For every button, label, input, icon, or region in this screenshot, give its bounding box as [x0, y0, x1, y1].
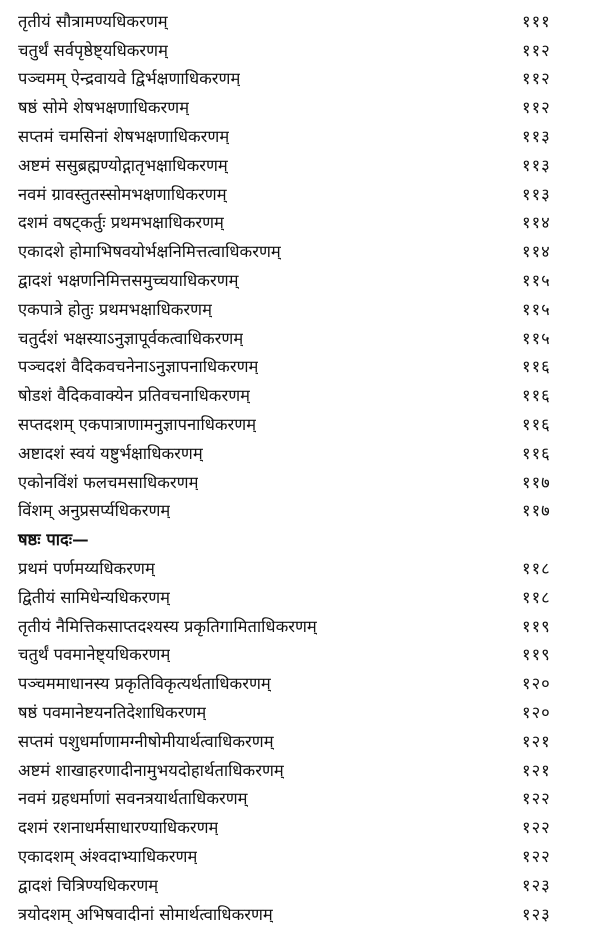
toc-entry	[18, 611, 582, 640]
toc-entry	[18, 640, 582, 669]
toc-entry	[18, 668, 582, 697]
toc-entry	[18, 496, 582, 525]
toc-entry-title: षष्ठं पवमानेष्टयनतिदेशाधिकरणम्	[18, 703, 207, 723]
toc-entry-title: द्वादशं चित्रिण्यधिकरणम्	[18, 875, 159, 895]
toc-entry-page: ११३	[522, 127, 551, 147]
toc-entry-page: ११२	[522, 69, 551, 89]
toc-entry-title: पञ्चममाधानस्य प्रकृतिविकृत्यर्थताधिकरणम्	[18, 674, 271, 694]
toc-entry-title: चतुर्थं पवमानेष्ट्यधिकरणम्	[18, 645, 171, 665]
toc-entry-page: १२०	[522, 674, 551, 694]
toc-entry	[18, 208, 582, 237]
toc-entry-page: ११८	[522, 587, 551, 607]
toc-entry	[18, 6, 582, 35]
section-heading: षष्ठः पादः—	[18, 530, 89, 550]
toc-entry-page: १२१	[522, 760, 551, 780]
toc-entry-title: द्वितीयं सामिधेन्यधिकरणम्	[18, 587, 171, 607]
toc-entry-title: प्रथमं पर्णमय्यधिकरणम्	[18, 559, 155, 579]
toc-entry-title: दशमं रशनाधर्मसाधारण्याधिकरणम्	[18, 818, 219, 838]
toc-entry	[18, 697, 582, 726]
toc-entry	[18, 467, 582, 496]
toc-entry-page: ११९	[522, 616, 551, 636]
toc-entry	[18, 236, 582, 265]
toc-entry-title: एकादशम् अंश्वदाभ्याधिकरणम्	[18, 847, 198, 866]
toc-entry	[18, 352, 582, 381]
toc-entry-title: दशमं वषट्कर्तुः प्रथमभक्षाधिकरणम्	[18, 213, 224, 233]
toc-entry-title: त्रयोदशम् अभिषवादीनां सोमार्थत्वाधिकरणम्	[18, 904, 273, 924]
toc-entry-page: ११६	[522, 415, 551, 435]
toc-entry-page: १२१	[522, 731, 551, 751]
toc-entry-title: नवमं ग्रहधर्माणां सवनत्रयार्थताधिकरणम्	[18, 789, 248, 809]
toc-entry	[18, 812, 582, 841]
toc-entry	[18, 294, 582, 323]
toc-entry	[18, 150, 582, 179]
toc-entry-page: ११५	[522, 271, 551, 291]
toc-entry-page: ११६	[522, 357, 551, 377]
toc-entry-title: विंशम् अनुप्रसर्प्यधिकरणम्	[18, 501, 171, 521]
toc-entry-title: द्वादशं भक्षणनिमित्तसमुच्चयाधिकरणम्	[18, 271, 239, 291]
toc-entry	[18, 784, 582, 813]
toc-entry-page: ११४	[522, 213, 551, 233]
toc-entry-page: ११८	[522, 559, 551, 579]
toc-entry	[18, 323, 582, 352]
toc-entry-page: ११२	[522, 40, 551, 60]
toc-entry	[18, 870, 582, 899]
toc-entry-title: पञ्चमम् ऐन्द्रवायवे द्विर्भक्षणाधिकरणम्	[18, 69, 241, 89]
toc-entry	[18, 121, 582, 150]
toc-entry	[18, 582, 582, 611]
toc-entry-title: सप्तमं चमसिनां शेषभक्षणाधिकरणम्	[18, 127, 230, 147]
toc-entry-page: ११३	[522, 155, 551, 175]
toc-entry-page: ११५	[522, 299, 551, 319]
toc-entry-page: ११२	[522, 98, 551, 118]
toc-entry-title: नवमं ग्रावस्तुतस्सोमभक्षणाधिकरणम्	[18, 184, 227, 204]
toc-entry	[18, 841, 582, 870]
toc-entry-title: पञ्चदशं वैदिकवचनेनाऽनुज्ञापनाधिकरणम्	[18, 357, 259, 377]
toc-entry	[18, 35, 582, 64]
toc-entry	[18, 179, 582, 208]
toc-entry-page: १२२	[522, 789, 551, 809]
toc-entry-title: षोडशं वैदिकवाक्येन प्रतिवचनाधिकरणम्	[18, 386, 251, 406]
toc-entry-title: एकपात्रे होतुः प्रथमभक्षाधिकरणम्	[18, 299, 212, 319]
toc-entry-page: ११५	[522, 328, 551, 348]
toc-entry-title: तृतीयं सौत्रामण्यधिकरणम्	[18, 11, 168, 31]
toc-entry-title: चतुर्दशं भक्षस्याऽनुज्ञापूर्वकत्वाधिकरणम्	[18, 328, 244, 348]
toc-entry-title: सप्तदशम् एकपात्राणामनुज्ञापनाधिकरणम्	[18, 415, 257, 435]
toc-entry	[18, 899, 582, 928]
toc-entry-title: अष्टमं ससुब्रह्मण्योद्गातृभक्षाधिकरणम्	[18, 155, 228, 175]
toc-entry-page: १११	[522, 11, 551, 31]
toc-entry-page: ११६	[522, 386, 551, 406]
toc-entry-page: १२०	[522, 703, 551, 723]
toc-entry-page: १२२	[522, 847, 551, 866]
toc-entry	[18, 265, 582, 294]
toc-entry	[18, 380, 582, 409]
toc-entry-title: अष्टमं शाखाहरणादीनामुभयदोहार्थताधिकरणम्	[18, 760, 284, 780]
toc-entry	[18, 92, 582, 121]
toc-entry	[18, 409, 582, 438]
toc-entry	[18, 726, 582, 755]
toc-entry-page: ११९	[522, 645, 551, 665]
toc-entry-page: ११६	[522, 443, 551, 463]
toc-entry-page: ११४	[522, 242, 551, 262]
toc-entry	[18, 553, 582, 582]
toc-entry	[18, 64, 582, 93]
toc-entry-title: एकादशे होमाभिषवयोर्भक्षनिमित्तत्वाधिकरणम्	[18, 242, 281, 262]
toc-entry-title: एकोनविंशं फलचमसाधिकरणम्	[18, 472, 199, 492]
contents-list	[18, 6, 582, 928]
toc-entry-page: ११७	[522, 472, 551, 492]
toc-entry-title: चतुर्थं सर्वपृष्ठेष्ट्यधिकरणम्	[18, 40, 168, 60]
toc-entry	[18, 755, 582, 784]
toc-entry-page: १२३	[522, 875, 551, 895]
toc-entry-page: ११७	[522, 501, 551, 521]
toc-entry-page: ११३	[522, 184, 551, 204]
toc-entry-page: १२३	[522, 904, 551, 924]
toc-entry	[18, 438, 582, 467]
toc-entry-title: षष्ठं सोमे शेषभक्षणाधिकरणम्	[18, 98, 190, 118]
toc-entry-title: सप्तमं पशुधर्माणामग्नीषोमीयार्थत्वाधिकरणम्	[18, 731, 274, 751]
toc-entry-title: तृतीयं नैमित्तिकसाप्तदश्यस्य प्रकृतिगामिताधिकरणम्	[18, 616, 317, 636]
toc-entry-page: १२२	[522, 818, 551, 838]
toc-entry-title: अष्टादशं स्वयं यष्टुर्भक्षाधिकरणम्	[18, 443, 203, 463]
